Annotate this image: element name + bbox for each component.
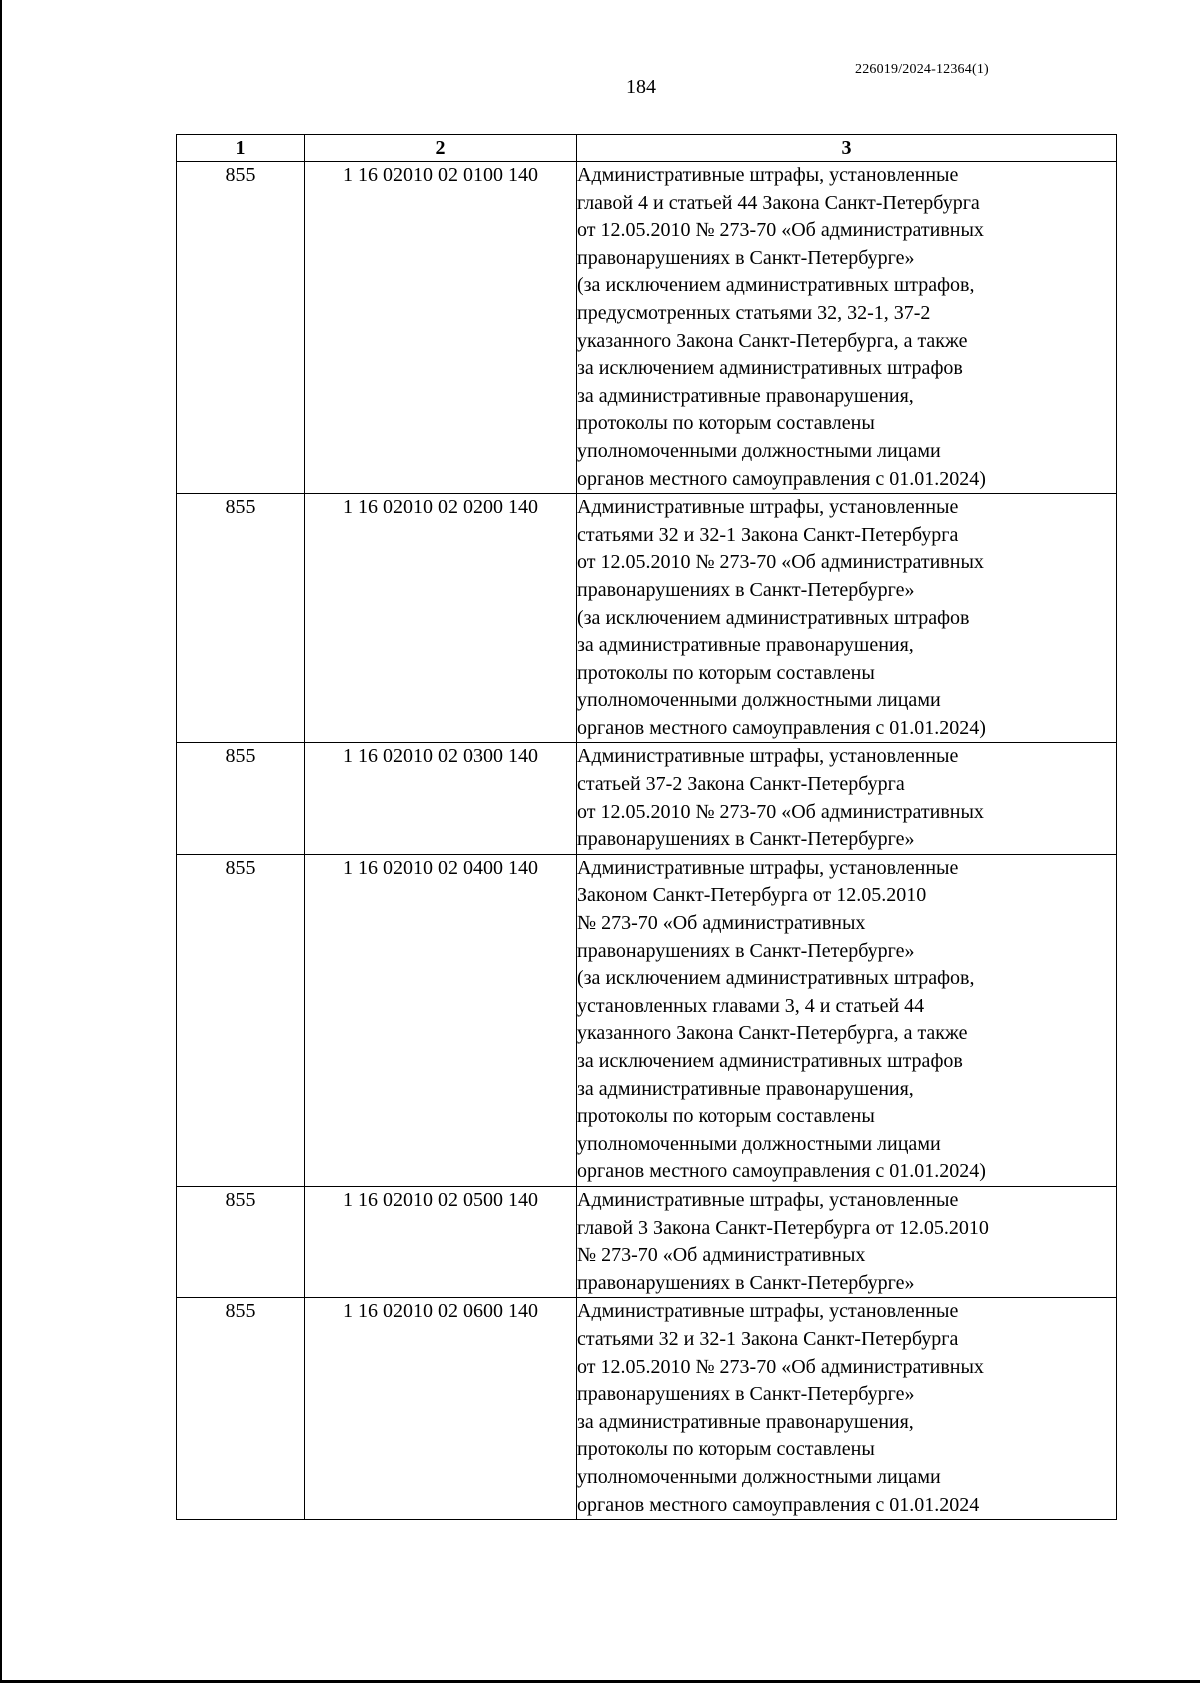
description-line: правонарушениях в Санкт-Петербурге»: [577, 246, 915, 269]
description-line: правонарушениях в Санкт-Петербурге»: [577, 828, 915, 851]
description-line: протоколы по которым составлены: [577, 1105, 875, 1128]
admin-code-cell: 855: [177, 1298, 305, 1520]
description-line: статьями 32 и 32-1 Закона Санкт-Петербурга: [577, 523, 959, 546]
description-line: Административные штрафы, установленные: [577, 856, 959, 879]
revenue-code-cell: 1 16 02010 02 0100 140: [305, 162, 577, 494]
description-line: за исключением административных штрафов: [577, 1050, 963, 1072]
description-line: от 12.05.2010 № 273-70 «Об административных: [577, 1355, 984, 1378]
column-header-2: 2: [305, 135, 577, 162]
description-cell: [577, 1298, 1117, 1520]
description-line: Законом Санкт-Петербурга от 12.05.2010: [577, 884, 927, 907]
description-line: за административные правонарушения,: [577, 634, 914, 657]
revenue-code-cell: 1 16 02010 02 0500 140: [305, 1186, 577, 1297]
admin-code-cell: 855: [177, 162, 305, 494]
revenue-code-cell: 1 16 02010 02 0200 140: [305, 494, 577, 743]
description-line: уполномоченными должностными лицами: [577, 1465, 941, 1488]
description-line: (за исключением административных штрафов,: [577, 967, 975, 990]
description-line: протоколы по которым составлены: [577, 412, 875, 435]
table-row: [177, 854, 1117, 1186]
description-line: (за исключением административных штрафов,: [577, 274, 975, 297]
description-cell: [577, 494, 1117, 743]
description-line: правонарушениях в Санкт-Петербурге»: [577, 578, 915, 601]
description-line: от 12.05.2010 № 273-70 «Об административных: [577, 800, 984, 823]
admin-code-cell: 855: [177, 494, 305, 743]
description-line: установленных главами 3, 4 и статьей 44: [577, 994, 925, 1017]
description-line: от 12.05.2010 № 273-70 «Об административных: [577, 219, 984, 242]
description-line: главой 3 Закона Санкт-Петербурга от 12.05.2010: [577, 1216, 989, 1239]
document-id: 226019/2024-12364(1): [855, 62, 989, 77]
revenue-code-cell: 1 16 02010 02 0400 140: [305, 854, 577, 1186]
description-line: указанного Закона Санкт-Петербурга, а также: [577, 329, 968, 352]
description-cell: [577, 854, 1117, 1186]
description-line: за административные правонарушения,: [577, 1077, 914, 1100]
description-line: уполномоченными должностными лицами: [577, 439, 941, 462]
admin-code-cell: 855: [177, 743, 305, 854]
description-line: № 273-70 «Об административных: [577, 912, 866, 935]
description-line: за административные правонарушения,: [577, 384, 914, 407]
table-row: [177, 1186, 1117, 1297]
revenue-codes-table: [176, 134, 1117, 1520]
description-line: Административные штрафы, установленные: [577, 1188, 959, 1211]
description-line: протоколы по которым составлены: [577, 661, 875, 684]
table-row: [177, 162, 1117, 494]
description-line: Административные штрафы, установленные: [577, 745, 959, 768]
description-line: органов местного самоуправления с 01.01.2024: [577, 1493, 980, 1516]
description-line: органов местного самоуправления с 01.01.2024): [577, 467, 986, 490]
page-number: 184: [626, 76, 656, 98]
table-body: [177, 162, 1117, 1520]
admin-code-cell: 855: [177, 1186, 305, 1297]
description-line: правонарушениях в Санкт-Петербурге»: [577, 1383, 915, 1406]
description-line: статьями 32 и 32-1 Закона Санкт-Петербурга: [577, 1327, 959, 1350]
table-row: [177, 1298, 1117, 1520]
table-row: [177, 743, 1117, 854]
table-row: [177, 494, 1117, 743]
description-line: статьей 37-2 Закона Санкт-Петербурга: [577, 773, 905, 796]
description-line: органов местного самоуправления с 01.01.2024): [577, 716, 986, 739]
description-line: правонарушениях в Санкт-Петербурге»: [577, 1271, 915, 1294]
description-cell: [577, 1186, 1117, 1297]
description-line: уполномоченными должностными лицами: [577, 1132, 941, 1155]
description-line: главой 4 и статьей 44 Закона Санкт-Петербурга: [577, 191, 980, 214]
description-cell: [577, 162, 1117, 494]
table-header-row: [177, 135, 1117, 162]
description-line: предусмотренных статьями 32, 32-1, 37-2: [577, 301, 931, 324]
revenue-code-cell: 1 16 02010 02 0600 140: [305, 1298, 577, 1520]
description-line: за административные правонарушения,: [577, 1410, 914, 1433]
admin-code-cell: 855: [177, 854, 305, 1186]
description-line: уполномоченными должностными лицами: [577, 689, 941, 712]
description-cell: [577, 743, 1117, 854]
description-line: протоколы по которым составлены: [577, 1438, 875, 1461]
description-line: органов местного самоуправления с 01.01.2024): [577, 1160, 986, 1183]
description-line: указанного Закона Санкт-Петербурга, а также: [577, 1022, 968, 1045]
column-header-1: 1: [177, 135, 305, 162]
description-line: за исключением административных штрафов: [577, 357, 963, 380]
description-line: Административные штрафы, установленные: [577, 164, 959, 186]
description-line: Административные штрафы, установленные: [577, 1300, 959, 1323]
description-line: от 12.05.2010 № 273-70 «Об административных: [577, 551, 984, 574]
description-line: правонарушениях в Санкт-Петербурге»: [577, 939, 915, 962]
page-left-border: [0, 0, 2, 1683]
description-line: Административные штрафы, установленные: [577, 496, 959, 519]
description-line: (за исключением административных штрафов: [577, 606, 970, 629]
revenue-code-cell: 1 16 02010 02 0300 140: [305, 743, 577, 854]
column-header-3: 3: [577, 135, 1117, 162]
description-line: № 273-70 «Об административных: [577, 1244, 866, 1267]
